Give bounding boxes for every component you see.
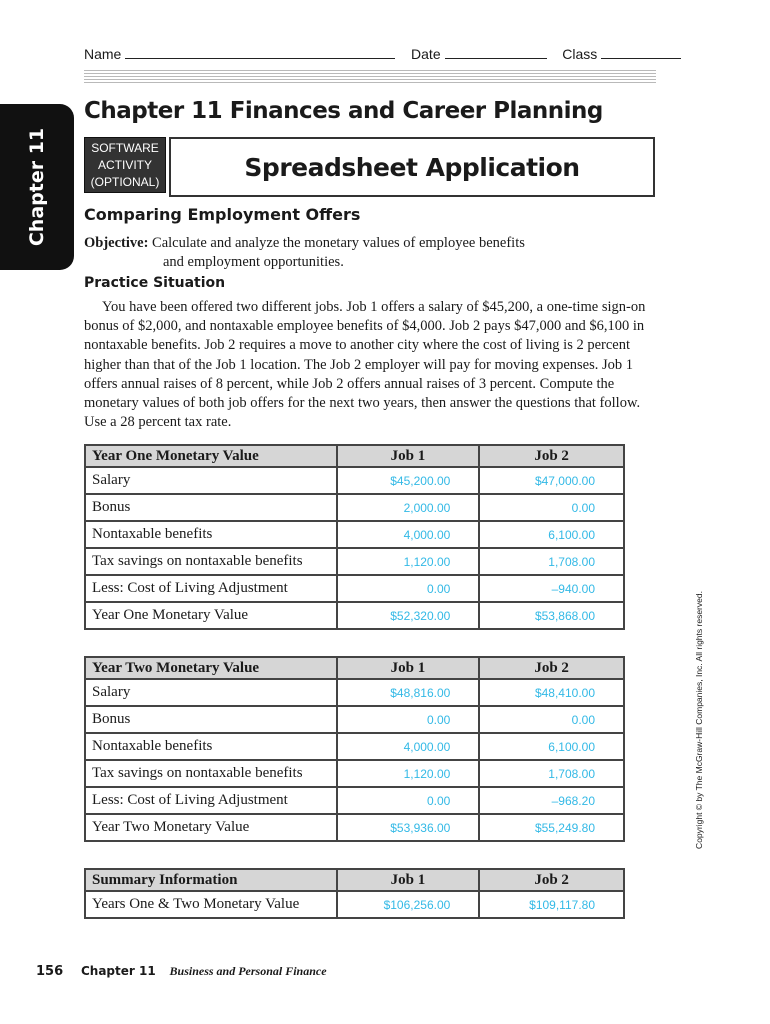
- value-cell[interactable]: 1,120.00: [337, 760, 480, 787]
- table-row: [85, 575, 624, 602]
- table-row: [85, 494, 624, 521]
- table-row: [85, 521, 624, 548]
- row-label: Nontaxable benefits: [85, 733, 337, 760]
- value-cell[interactable]: 1,120.00: [337, 548, 480, 575]
- table-row: [85, 814, 624, 841]
- student-info-line: [84, 44, 656, 62]
- activity-title-box: [169, 137, 655, 197]
- table-row: [85, 602, 624, 629]
- value-cell[interactable]: 6,100.00: [479, 521, 624, 548]
- table-header-label: Year One Monetary Value: [85, 445, 337, 467]
- value-cell[interactable]: $55,249.80: [479, 814, 624, 841]
- footer-chapter: Chapter 11: [80, 964, 156, 978]
- objective-text-line1: Calculate and analyze the monetary values of employee benefits: [152, 235, 525, 251]
- badge-line-3: (OPTIONAL): [90, 175, 160, 189]
- table-header-job: Job 2: [479, 445, 624, 467]
- name-field[interactable]: [125, 44, 395, 59]
- copyright-notice: Copyright © by The McGraw-Hill Companies, Inc. All rights reserved.: [694, 591, 704, 849]
- row-label: Year Two Monetary Value: [85, 814, 337, 841]
- value-cell[interactable]: $48,816.00: [337, 679, 480, 706]
- value-cell[interactable]: 6,100.00: [479, 733, 624, 760]
- summary-table: [84, 868, 625, 919]
- value-cell[interactable]: 4,000.00: [337, 521, 480, 548]
- table-header-row: [85, 869, 624, 891]
- value-cell[interactable]: $45,200.00: [337, 467, 480, 494]
- year-one-table: [84, 444, 625, 630]
- header-divider: [84, 70, 656, 84]
- badge-line-1: SOFTWARE: [91, 141, 159, 155]
- row-label: Tax savings on nontaxable benefits: [85, 760, 337, 787]
- value-cell[interactable]: 1,708.00: [479, 548, 624, 575]
- table-header-row: [85, 445, 624, 467]
- table-header-job: Job 2: [479, 657, 624, 679]
- year-two-table: [84, 656, 625, 842]
- row-label: Salary: [85, 467, 337, 494]
- table-row: [85, 760, 624, 787]
- software-activity-badge: [84, 137, 166, 193]
- value-cell[interactable]: 0.00: [337, 787, 480, 814]
- row-label: Salary: [85, 679, 337, 706]
- date-label: Date: [411, 46, 441, 62]
- row-label: Years One & Two Monetary Value: [85, 891, 337, 918]
- row-label: Less: Cost of Living Adjustment: [85, 575, 337, 602]
- date-field[interactable]: [445, 44, 547, 59]
- page-footer: [36, 964, 327, 979]
- value-cell[interactable]: –968.20: [479, 787, 624, 814]
- value-cell[interactable]: $53,936.00: [337, 814, 480, 841]
- row-label: Less: Cost of Living Adjustment: [85, 787, 337, 814]
- value-cell[interactable]: 0.00: [337, 706, 480, 733]
- objective-label: Objective:: [84, 235, 149, 251]
- row-label: Nontaxable benefits: [85, 521, 337, 548]
- table-header-job: Job 1: [337, 657, 480, 679]
- value-cell[interactable]: $48,410.00: [479, 679, 624, 706]
- table-row: [85, 891, 624, 918]
- table-header-job: Job 2: [479, 869, 624, 891]
- table-row: [85, 467, 624, 494]
- row-label: Tax savings on nontaxable benefits: [85, 548, 337, 575]
- table-header-label: Year Two Monetary Value: [85, 657, 337, 679]
- table-row: [85, 679, 624, 706]
- practice-paragraph: You have been offered two different jobs. Job 1 offers a salary of $45,200, a one-time sign-on bonus of $2,000, and nontaxable employee benefits of $4,000. Job 2 pays $47,000 and $6,100 in nontaxable benefits. Job 2 requires a move to another city where the cost of living is 2 percent higher than that of the Job 1 location. The Job 2 employer will pay for moving expenses. Job 1 offers annual raises of 8 percent, while Job 2 offers annual raises of 3 percent. Compute the monetary values of both job offers for the next two years, then answer the questions that follow. Use a 28 percent tax rate.: [84, 299, 646, 431]
- table-header-job: Job 1: [337, 445, 480, 467]
- table-row: [85, 706, 624, 733]
- table-header-row: [85, 657, 624, 679]
- value-cell[interactable]: $53,868.00: [479, 602, 624, 629]
- value-cell[interactable]: $109,117.80: [479, 891, 624, 918]
- badge-line-2: ACTIVITY: [97, 158, 152, 172]
- practice-heading: Practice Situation: [84, 275, 226, 291]
- row-label: Bonus: [85, 494, 337, 521]
- footer-book-title: Business and Personal Finance: [169, 964, 327, 978]
- value-cell[interactable]: 4,000.00: [337, 733, 480, 760]
- activity-title: Spreadsheet Application: [244, 153, 580, 182]
- class-field[interactable]: [601, 44, 681, 59]
- chapter-title: Chapter 11 Finances and Career Planning: [84, 98, 603, 124]
- table-header-label: Summary Information: [85, 869, 337, 891]
- table-row: [85, 787, 624, 814]
- value-cell[interactable]: $106,256.00: [337, 891, 480, 918]
- section-heading: Comparing Employment Offers: [84, 205, 361, 224]
- value-cell[interactable]: 1,708.00: [479, 760, 624, 787]
- value-cell[interactable]: 0.00: [479, 494, 624, 521]
- value-cell[interactable]: 0.00: [337, 575, 480, 602]
- table-row: [85, 548, 624, 575]
- row-label: Bonus: [85, 706, 337, 733]
- value-cell[interactable]: 0.00: [479, 706, 624, 733]
- name-label: Name: [84, 46, 122, 62]
- value-cell[interactable]: $52,320.00: [337, 602, 480, 629]
- class-label: Class: [562, 46, 598, 62]
- value-cell[interactable]: –940.00: [479, 575, 624, 602]
- chapter-side-tab-label: Chapter 11: [26, 127, 48, 247]
- value-cell[interactable]: $47,000.00: [479, 467, 624, 494]
- page-number: 156: [36, 964, 64, 979]
- table-row: [85, 733, 624, 760]
- objective: [84, 234, 644, 272]
- row-label: Year One Monetary Value: [85, 602, 337, 629]
- table-header-job: Job 1: [337, 869, 480, 891]
- chapter-side-tab: [0, 104, 74, 270]
- objective-text-line2: and employment opportunities.: [163, 254, 344, 270]
- value-cell[interactable]: 2,000.00: [337, 494, 480, 521]
